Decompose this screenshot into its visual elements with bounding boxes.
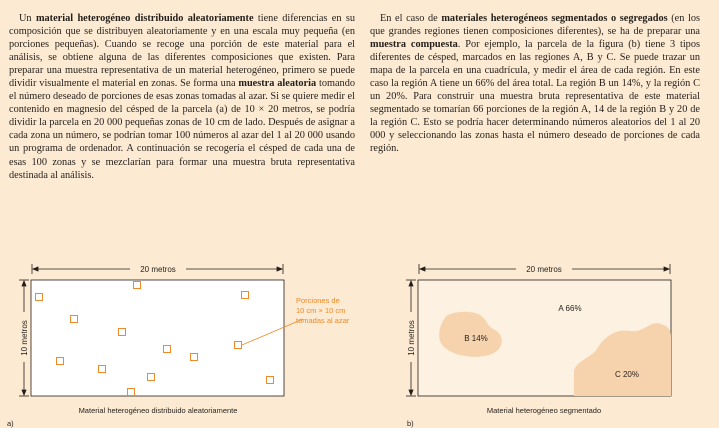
region-b-label: B 14% <box>464 334 488 343</box>
height-label-a: 10 metros <box>20 320 29 356</box>
sample-square <box>57 358 64 365</box>
term-segregated: materiales heterogéneos segmentados o segregados <box>441 13 668 24</box>
sample-square <box>242 292 249 299</box>
sample-square <box>36 294 43 301</box>
right-paragraph: En el caso de materiales heterogéneos segmentados o segregados (en los que grandes regiones tienen composiciones diferentes), se ha de preparar una muestra compuesta. Por ejemplo, la parcela de la figura (b) tiene 3 tipos diferentes de césped, marcados en las regiones A, B y C. Se puede trazar un mapa de la parcela en una cuadrícula, y medir el área de cada región. En este caso la región A tiene un 66% del área total. La región B un 14%, y la región C un 20%. Para construir una muestra bruta representativa de este material segmentado se tomarían 66 porciones de la región A, 14 de la región B y 20 de la región C. Esto se podría hacer determinando números aleatorios del 1 al 20 000 y seleccionando las zonas hasta el número deseado de porciones de cada región. <box>370 13 700 155</box>
annotation-line3: tomadas al azar <box>296 316 350 325</box>
left-paragraph: Un material heterogéneo distribuido aleatoriamente tiene diferencias en su composición que se distribuyen aleatoriamente y en una escala muy pequeña (en porciones pequeñas). Cuando se recoge una porción de este material para el análisis, se obtiene alguna de las diferentes composiciones que existen. Para preparar una muestra representativa de un material heterogéneo, primero se puede dividir visualmente el material en zonas. Se forma una muestra aleatoria tomando el número deseado de porciones de esas zonas tomadas al azar. Si se quiere medir el contenido en magnesio del césped de la parcela (a) de 10 × 20 metros, se podría dividir la parcela en 20 000 pequeñas zonas de 10 cm de lado. Después de asignar a cada zona un número, se podrían tomar 100 números al azar del 1 al 20 000 usando un programa de ordenador. A continuación se recogería el césped de cada una de esas 100 zonas y se mezclarían para formar una muestra bruta representativa destinada al análisis. <box>9 13 355 181</box>
term-random-heterogeneous: material heterogéneo distribuido aleatoriamente <box>35 13 254 24</box>
annotation-line1: Porciones de <box>296 296 340 305</box>
width-label-b: 20 metros <box>526 265 562 274</box>
sample-square <box>99 366 106 373</box>
sample-square <box>128 389 135 396</box>
figure-b <box>406 264 671 428</box>
figure-a <box>7 264 350 428</box>
term-composite-sample: muestra compuesta <box>370 39 458 51</box>
height-label-b: 10 metros <box>407 320 416 356</box>
figure-letter-a: a) <box>7 419 14 428</box>
region-a-label: A 66% <box>558 304 582 313</box>
caption-b: Material heterogéneo segmentado <box>486 406 602 415</box>
term-random-sample: muestra aleatoria <box>238 78 317 90</box>
sample-square <box>164 346 171 353</box>
sample-square <box>191 354 198 361</box>
figure-letter-b: b) <box>407 419 414 428</box>
region-c-label: C 20% <box>614 370 640 379</box>
width-label-a: 20 metros <box>140 265 176 274</box>
caption-a: Material heterogéneo distribuido aleatoriamente <box>78 406 238 415</box>
sample-square <box>134 282 141 289</box>
sample-square <box>71 316 78 323</box>
annotation-line2: 10 cm × 10 cm <box>296 306 346 315</box>
sample-square <box>235 342 242 349</box>
sample-square <box>267 377 274 384</box>
sample-square <box>148 374 155 381</box>
sample-square <box>119 329 126 336</box>
